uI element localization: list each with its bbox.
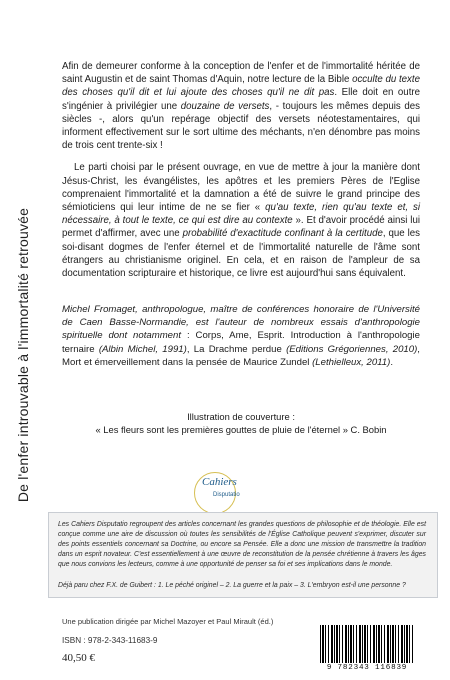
logo-line-2: Disputatio [213, 492, 240, 498]
spine-band [0, 0, 46, 680]
back-cover-text [62, 60, 420, 289]
publication-editors: Une publication dirigée par Michel Mazoyer et Paul Mirault (éd.) [62, 617, 274, 626]
barcode-bars-icon [320, 625, 414, 663]
paragraph-1: Afin de demeurer conforme à la conception de l'enfer et de l'immortalité héritée de saint Augustin et de saint Thomas d'Aquin, notre lecture de la Bible occulte du texte des choses qu'il dit et lui ajoute des choses qu'il ne dit pas. Elle doit en outre s'ingénier à privilégier une douzaine de versets, - toujours les mêmes depuis des siècles -, alors qu'un repérage objectif des versets néotestamentaires, qui informent effectivement sur le sort ultime des méchants, n'en dénombre pas moins de trois cent trente-six ! [62, 61, 421, 152]
spine-title: De l'enfer introuvable à l'immortalité retrouvée [15, 207, 31, 503]
barcode-number: 9 782343 116839 [326, 664, 408, 672]
illustration-quote: « Les fleurs sont les premières gouttes de pluie de l'éternel » C. Bobin [95, 424, 387, 435]
logo-line-1: Cahiers [202, 476, 237, 488]
cover-illustration-credit [62, 410, 420, 436]
barcode [312, 625, 422, 675]
paragraph-2: Le parti choisi par le présent ouvrage, en vue de mettre à jour la manière dont Jésus-Christ, les évangélistes, les apôtres et les premiers Pères de l'Eglise comprenaient l'immortalité et la damnation a été de suivre le grand principe des sémioticiens qui leur intime de ne se fier « qu'au texte, rien qu'au texte et, si nécessaire, à tout le texte, ce qui est dire au contexte ». Et d'avoir procédé ainsi lui permet d'affirmer, avec une probabilité d'exactitude confinant à la certitude, que les soi-disant dogmes de l'enfer éternel et de l'immortalité naturelle de l'âme sont étrangers au christianisme originel. En cela, et en raison de l'ampleur de sa documentation scripturaire et historique, ce livre est aujourd'hui sans équivalent. [62, 162, 421, 280]
series-description: Les Cahiers Disputatio regroupent des articles concernant les grandes questions de philosophie et de théologie. Elle est conçue comme une aire de discussion où toutes les sensibilités de l'Église Catholique peuvent s'exprimer, discuter sur des points essentiels concernant sa Doctrine, ou encore sa Pensée. Elle a donc une mission de transmettre la tradition dans un esprit novateur. C'est essentiellement à une œuvre de reconstitution de la pensée chrétienne à travers les âges que nous convions les lecteurs, comme à une opportunité de penser sa foi et ses implications dans le monde. [58, 521, 426, 568]
illustration-heading: Illustration de couverture : [187, 411, 295, 422]
author-bio: Michel Fromaget, anthropologue, maître de conférences honoraire de l'Université de Caen Basse-Normandie, est l'auteur de nombreux essais d'anthropologie spirituelle dont notamment : Corps, Ame, Esprit. Introduction à l'anthropologie ternaire (Albin Michel, 1991), La Drachme perdue (Editions Grégoriennes, 2010), Mort et émerveillement dans la pensée de Maurice Zundel (Lethielleux, 2011). [62, 304, 420, 368]
price: 40,50 € [62, 652, 95, 664]
already-published: Déjà paru chez F.X. de Guibert : 1. Le péché originel – 2. La guerre et la paix – 3. L'embryon est-il une personne ? [58, 582, 406, 589]
cahiers-disputatio-logo [186, 470, 246, 518]
isbn: ISBN : 978-2-343-11683-9 [62, 636, 158, 645]
